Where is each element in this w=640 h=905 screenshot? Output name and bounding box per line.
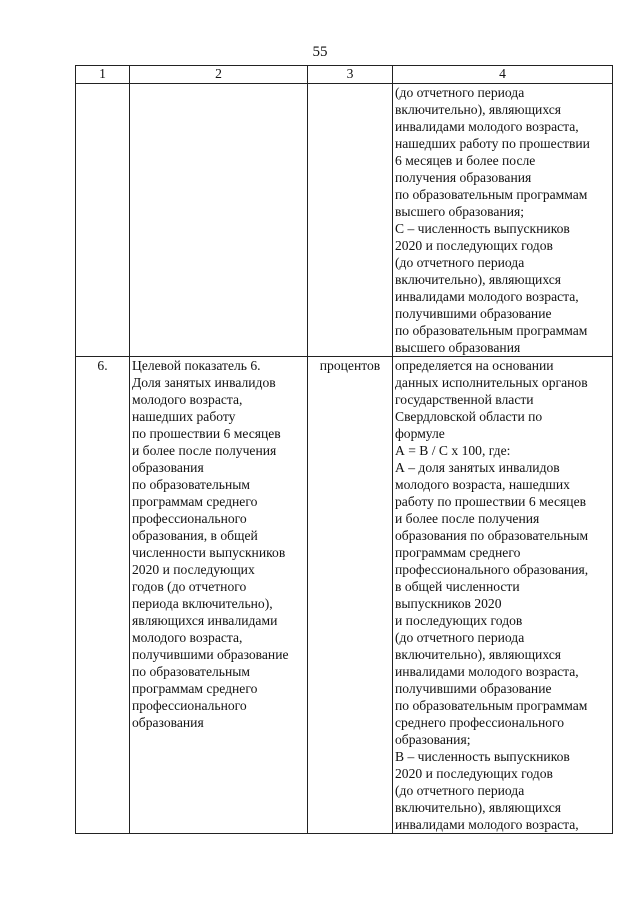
text-line: данных исполнительных органов [395, 375, 588, 390]
header-col-4: 4 [393, 66, 613, 84]
row6-unit: процентов [308, 357, 393, 834]
text-line: по образовательным [132, 477, 250, 492]
text-line: являющихся инвалидами [132, 613, 278, 628]
text-line: 2020 и последующих годов [395, 766, 553, 781]
cont-col-1 [76, 84, 130, 357]
text-line: и более после получения [395, 511, 540, 526]
text-line: Целевой показатель 6. [132, 358, 261, 373]
text-line: образования, в общей [132, 528, 258, 543]
text-line: по прошествии 6 месяцев [132, 426, 281, 441]
text-line: получившими образование [395, 306, 552, 321]
text-line: в общей численности [395, 579, 520, 594]
text-line: нашедших работу по прошествии [395, 136, 590, 151]
text-line: Свердловской области по [395, 409, 543, 424]
text-line: В – численность выпускников [395, 749, 570, 764]
text-line: профессионального [132, 698, 247, 713]
text-line: инвалидами молодого возраста, [395, 119, 579, 134]
text-line: молодого возраста, нашедших [395, 477, 570, 492]
text-line: С – численность выпускников [395, 221, 570, 236]
indicators-table [75, 65, 613, 834]
row6-indicator-name [130, 357, 308, 834]
text-line: (до отчетного периода [395, 255, 525, 270]
text-line: получившими образование [132, 647, 289, 662]
text-line: включительно), являющихся [395, 800, 562, 815]
text-line: нашедших работу [132, 409, 236, 424]
text-line: программам среднего [132, 681, 258, 696]
text-line: А = В / С х 100, где: [395, 443, 511, 458]
text-line: получения образования [395, 170, 532, 185]
page-number: 55 [312, 44, 328, 60]
text-line: молодого возраста, [132, 392, 243, 407]
text-line: по образовательным [132, 664, 250, 679]
text-line: Доля занятых инвалидов [132, 375, 276, 390]
text-line: образования [132, 715, 204, 730]
text-line: высшего образования [395, 340, 521, 355]
text-line: включительно), являющихся [395, 647, 562, 662]
text-line: включительно), являющихся [395, 102, 562, 117]
text-line: А – доля занятых инвалидов [395, 460, 560, 475]
row6-number: 6. [76, 357, 130, 834]
header-col-2: 2 [130, 66, 308, 84]
cont-col-2 [130, 84, 308, 357]
table-row-6 [76, 357, 613, 834]
text-line: молодого возраста, [132, 630, 243, 645]
text-line: среднего профессионального [395, 715, 565, 730]
text-line: образования; [395, 732, 471, 747]
header-col-1: 1 [76, 66, 130, 84]
text-line: выпускников 2020 [395, 596, 502, 611]
text-line: 2020 и последующих годов [395, 238, 553, 253]
text-line: включительно), являющихся [395, 272, 562, 287]
text-line: (до отчетного периода [395, 783, 525, 798]
row6-calculation-method [393, 357, 613, 834]
text-line: программам среднего [395, 545, 521, 560]
text-line: инвалидами молодого возраста, [395, 289, 579, 304]
text-line: инвалидами молодого возраста, [395, 664, 579, 679]
text-line: государственной власти [395, 392, 534, 407]
text-line: образования [132, 460, 204, 475]
text-line: и более после получения [132, 443, 277, 458]
text-line: (до отчетного периода [395, 85, 525, 100]
text-line: профессионального [132, 511, 247, 526]
text-line: годов (до отчетного [132, 579, 247, 594]
text-line: по образовательным программам [395, 323, 588, 338]
table-row-continuation [76, 84, 613, 357]
text-line: и последующих годов [395, 613, 523, 628]
cont-col-4 [393, 84, 613, 357]
table-header-row [76, 66, 613, 84]
text-line: периода включительно), [132, 596, 273, 611]
text-line: 2020 и последующих [132, 562, 255, 577]
header-col-3: 3 [308, 66, 393, 84]
text-line: образования по образовательным [395, 528, 589, 543]
text-line: по образовательным программам [395, 187, 588, 202]
text-line: (до отчетного периода [395, 630, 525, 645]
text-line: численности выпускников [132, 545, 286, 560]
text-line: формуле [395, 426, 445, 441]
text-line: работу по прошествии 6 месяцев [395, 494, 587, 509]
text-line: высшего образования; [395, 204, 525, 219]
text-line: программам среднего [132, 494, 258, 509]
text-line: получившими образование [395, 681, 552, 696]
text-line: 6 месяцев и более после [395, 153, 536, 168]
cont-col-3 [308, 84, 393, 357]
text-line: профессионального образования, [395, 562, 589, 577]
text-line: инвалидами молодого возраста, [395, 817, 579, 832]
text-line: по образовательным программам [395, 698, 588, 713]
text-line: определяется на основании [395, 358, 554, 373]
